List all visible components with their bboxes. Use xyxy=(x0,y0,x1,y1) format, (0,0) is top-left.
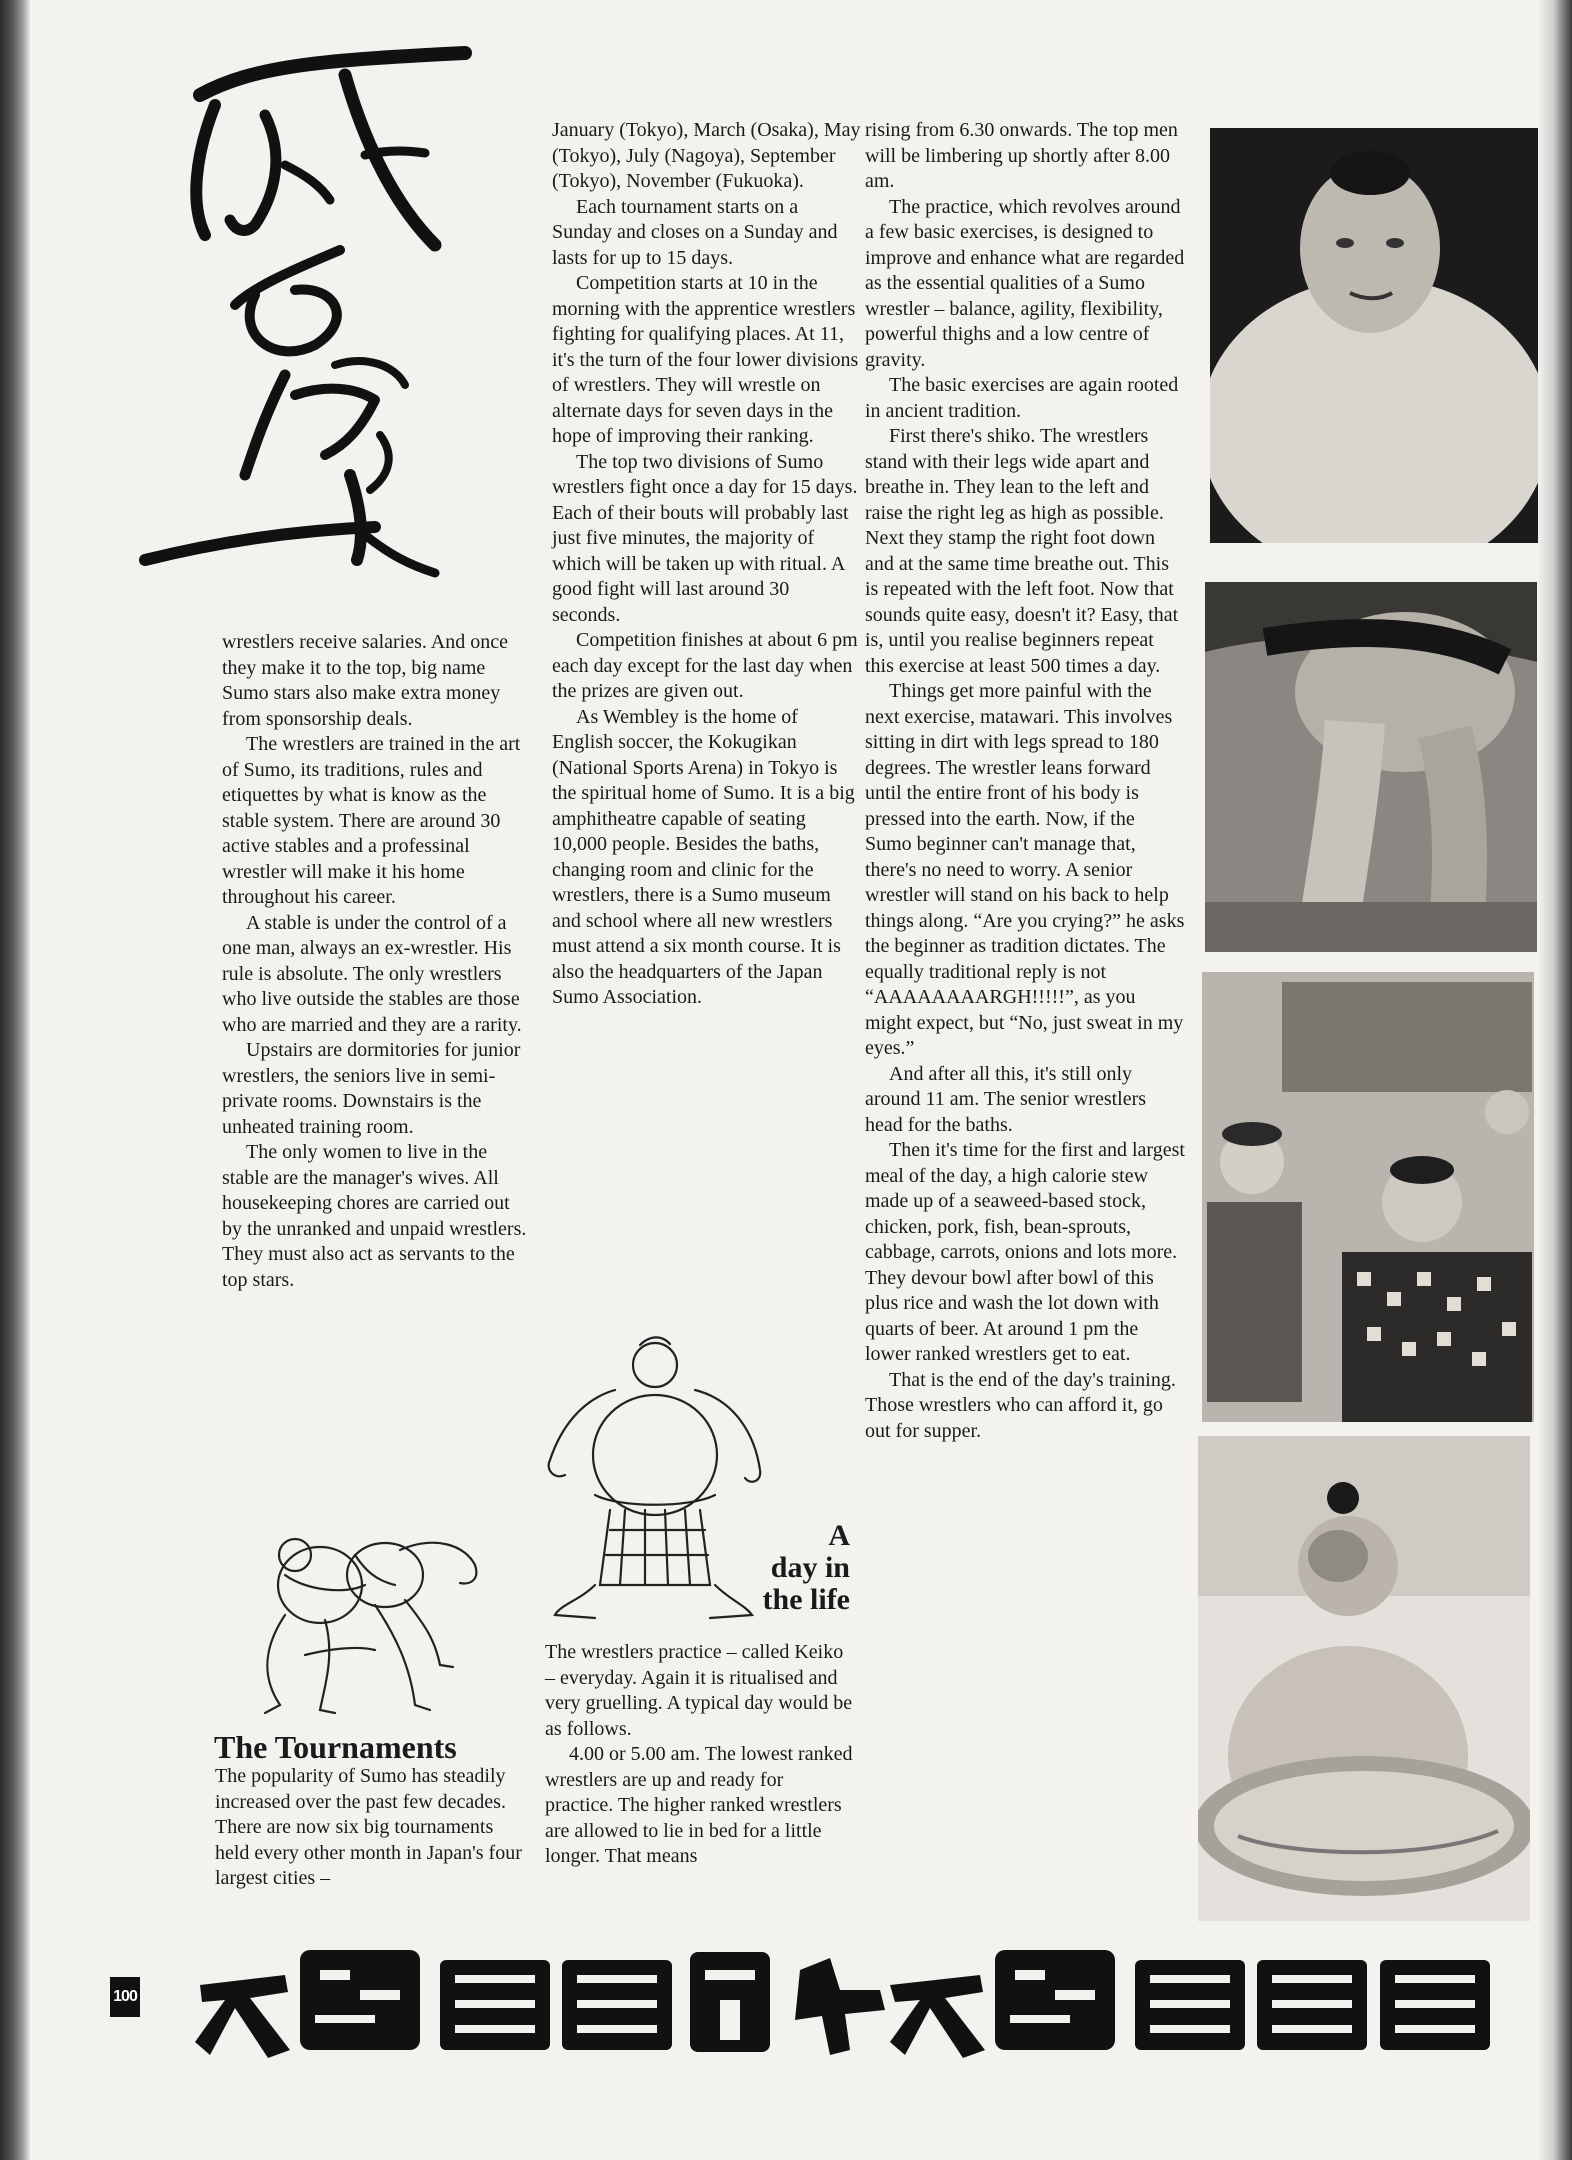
paragraph: And after all this, it's still only around 11 am. The senior wrestlers head for the baths. xyxy=(865,1062,1147,1136)
photo-wrestler-portrait xyxy=(1210,128,1538,543)
decorative-script-banner xyxy=(190,1930,1540,2060)
photo-wrestlers-resting xyxy=(1202,972,1534,1422)
photo-wrestler-eating xyxy=(1198,1436,1530,1921)
article-column-2-continued xyxy=(545,1640,855,1870)
paragraph: Each tournament starts on a Sunday and closes on a Sunday and lasts for up to 15 days. xyxy=(552,195,838,269)
paragraph: wrestlers receive salaries. And once they make it to the top, big name Sumo stars also make extra money from sponsorship deals. xyxy=(222,631,508,730)
paragraph: As Wembley is the home of English soccer, the Kokugikan (National Sports Arena) in Tokyo is the spiritual home of Sumo. It is a big amphitheatre capable of seating 10,000 people. Besides the baths, changing room and clinic for the wrestlers, there is a Sumo museum and school where all new wrestlers must attend a six month course. It is also the headquarters of the Japan Sumo Association. xyxy=(552,705,855,1008)
paragraph: The basic exercises are again rooted in ancient tradition. xyxy=(865,374,1179,422)
paragraph: Competition finishes at about 6 pm each day except for the last day when the prizes are given out. xyxy=(552,629,858,702)
page-edge-right xyxy=(1538,0,1572,2160)
binding-gutter-left xyxy=(0,0,30,2160)
wrestlers-grappling-illustration xyxy=(225,1515,495,1720)
article-column-1-continued xyxy=(215,1764,525,1892)
page-number: 100 xyxy=(110,1977,140,2017)
heading-line: A xyxy=(828,1519,850,1552)
paragraph: January (Tokyo), March (Osaka), May (Tokyo), July (Nagoya), September (Tokyo), November (Fukuoka). xyxy=(552,119,861,192)
article-column-2 xyxy=(552,118,862,1011)
paragraph: First there's shiko. The wrestlers stand with their legs wide apart and breathe in. They lean to the left and raise the right leg as high as possible. Next they stamp the right foot down and at the same time breathe out. This is repeated with the left foot. Now that sounds quite easy, doesn't it? Easy, that is, until you realise beginners repeat this exercise at least 500 times a day. xyxy=(865,425,1179,677)
paragraph: The top two divisions of Sumo wrestlers fight once a day for 15 days. Each of their bouts will probably last just five minutes, the majority of which will be taken up with ritual. A good fight will last around 30 seconds. xyxy=(552,450,858,626)
heading-line: day in xyxy=(770,1551,850,1584)
calligraphy-artwork xyxy=(135,35,495,595)
paragraph: The wrestlers are trained in the art of Sumo, its traditions, rules and etiquettes by what is know as the stable system. There are around 30 active stables and a professinal wrestler will make it his home throughout his career. xyxy=(222,733,521,908)
heading-line: the life xyxy=(762,1583,850,1616)
paragraph: Things get more painful with the next exercise, matawari. This involves sitting in dirt with legs spread to 180 degrees. The wrestler leans forward until the entire front of his body is pressed into the earth. Now, if the Sumo beginner can't manage that, there's no need to worry. A senior wrestler will stand on his back to help things along. “Are you crying?” he asks the beginner as tradition dictates. The equally traditional reply is not “AAAAAAAARGH!!!!!”, as you might expect, but “No, just sweat in my eyes.” xyxy=(865,680,1185,1059)
photo-wrestler-training xyxy=(1205,582,1537,952)
paragraph: The wrestlers practice – called Keiko – everyday. Again it is ritualised and very gruelling. A typical day would be as follows. xyxy=(545,1641,853,1740)
paragraph: The only women to live in the stable are the manager's wives. All housekeeping chores are carried out by the unranked and unpaid wrestlers. They must also act as servants to the top stars. xyxy=(222,1141,527,1291)
paragraph: Upstairs are dormitories for junior wrestlers, the seniors live in semi-private rooms. Downstairs is the unheated training room. xyxy=(222,1039,521,1138)
article-column-1 xyxy=(222,630,527,1293)
article-column-3 xyxy=(865,118,1185,1444)
paragraph: rising from 6.30 onwards. The top men will be limbering up shortly after 8.00 am. xyxy=(865,119,1178,192)
paragraph: 4.00 or 5.00 am. The lowest ranked wrestlers are up and ready for practice. The higher ranked wrestlers are allowed to lie in bed for a little longer. That means xyxy=(545,1743,853,1867)
paragraph: That is the end of the day's training. Those wrestlers who can afford it, go out for supper. xyxy=(865,1368,1176,1442)
paragraph: The popularity of Sumo has steadily increased over the past few decades. There are now six big tournaments held every other month in Japan's four largest cities – xyxy=(215,1765,522,1889)
heading-a-day-in-the-life xyxy=(700,1520,850,1616)
paragraph: Then it's time for the first and largest meal of the day, a high calorie stew made up of a seaweed-based stock, chicken, pork, fish, bean-sprouts, cabbage, carrots, onions and lots more. They devour bowl after bowl of this plus rice and wash the lot down with quarts of beer. At around 1 pm the lower ranked wrestlers get to eat. xyxy=(865,1139,1185,1365)
heading-the-tournaments: The Tournaments xyxy=(214,1729,457,1765)
paragraph: The practice, which revolves around a few basic exercises, is designed to improve and enhance what are regarded as the essential qualities of a Sumo wrestler – balance, agility, flexibility, powerful thighs and a low centre of gravity. xyxy=(865,195,1185,371)
paragraph: A stable is under the control of a one man, always an ex-wrestler. His rule is absolute. The only wrestlers who live outside the stables are those who are married and they are a rarity. xyxy=(222,911,522,1036)
paragraph: Competition starts at 10 in the morning with the apprentice wrestlers fighting for qualifying places. At 11, it's the turn of the four lower divisions of wrestlers. They will wrestle on alternate days for seven days in the hope of improving their ranking. xyxy=(552,272,859,447)
